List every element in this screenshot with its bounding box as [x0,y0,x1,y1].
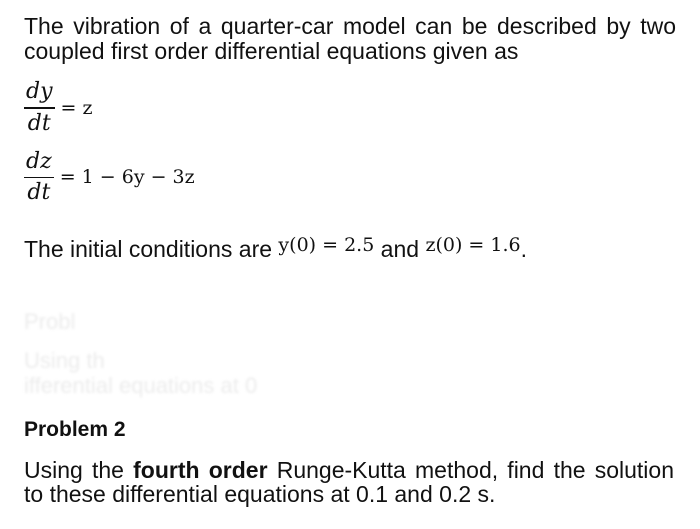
initial-z0: z(0) = 1.6 [425,234,521,256]
problem-text-bold: fourth order [133,457,268,483]
initial-period: . [520,236,527,262]
initial-conditions [24,235,676,265]
faded-text-line: Probl [24,309,76,334]
problem-title: Problem 2 [24,418,126,441]
initial-lead-text: The initial conditions are [24,236,279,262]
initial-and-text: and [374,236,426,262]
equation-dz-dt [24,150,676,206]
equation-dy-dt [24,80,676,136]
fraction-dz-dt [24,150,54,206]
intro-paragraph: The vibration of a quarter-car model can be described by two coupled first order differential equations given as [24,13,676,64]
problem-text-before: Using the [24,457,134,483]
initial-y0: y(0) = 2.5 [278,234,375,256]
equation-rhs: = 1 − 6y − 3z [59,166,195,189]
fraction-denominator: dt [27,110,51,136]
fraction-numerator: dz [26,148,52,174]
faded-text-line: ifferential equations at 0 [24,373,258,398]
faded-text-line: Using th [24,348,105,373]
fraction-denominator: dt [27,180,51,205]
fraction-bar [24,177,54,179]
fraction-numerator: dy [26,79,53,104]
problem-text [24,458,674,506]
problem-text-after: Runge-Kutta method, find the solution to these differential equations at 0.1 and 0.2 s. [24,457,674,507]
fraction-dy-dt [24,80,55,136]
equation-rhs: = z [60,96,93,119]
fraction-bar [24,107,55,109]
